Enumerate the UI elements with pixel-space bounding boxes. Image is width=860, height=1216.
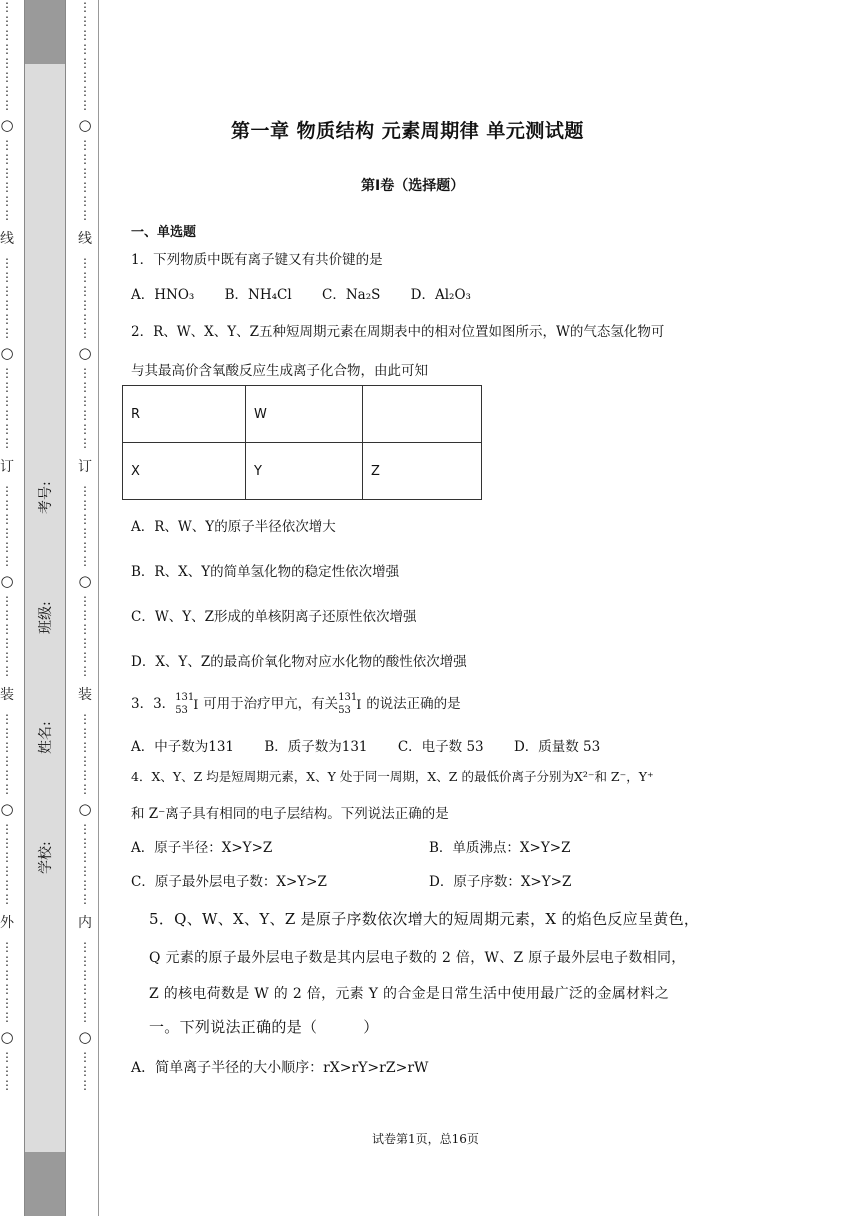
gutter-top-cap bbox=[25, 0, 65, 64]
binding-hole-icon: ○ bbox=[78, 1028, 92, 1046]
table-cell: X bbox=[123, 443, 246, 500]
q1-option-b: B．NH₄Cl bbox=[224, 287, 292, 303]
q4-stem-line2: 和 Z⁻离子具有相同的电子层结构。下列说法正确的是 bbox=[131, 806, 449, 822]
q5-line4: 一。下列说法正确的是（ ） bbox=[149, 1018, 379, 1036]
class-field: 班级: bbox=[38, 601, 54, 634]
outer-label-line: 线 bbox=[0, 231, 14, 247]
isotope-notation: 131 53 I bbox=[175, 691, 199, 716]
q4-option-a: A．原子半径：X>Y>Z bbox=[131, 840, 273, 856]
inner-label-inside: 内 bbox=[78, 915, 92, 931]
q2-option-a: A．R、W、Y的原子半径依次增大 bbox=[131, 519, 336, 535]
table-row bbox=[123, 386, 482, 443]
q2-stem-line2: 与其最高价含氧酸反应生成离子化合物，由此可知 bbox=[131, 363, 428, 379]
isotope-notation: 131 53 I bbox=[338, 691, 362, 716]
gutter-bottom-cap bbox=[25, 1152, 65, 1216]
q3-options bbox=[131, 735, 626, 755]
q2-stem-line1: 2．R、W、X、Y、Z五种短周期元素在周期表中的相对位置如图所示，W的气态氢化物可 bbox=[131, 324, 665, 340]
binding-hole-icon: ○ bbox=[0, 800, 14, 818]
table-cell bbox=[363, 386, 482, 443]
binding-hole-icon: ○ bbox=[0, 1028, 14, 1046]
outer-binding-line: ⋮ ⋮ ⋮ ⋮ ⋮ ⋮ ⋮ ⋮ ○ ⋮ ⋮ ⋮ ⋮ ⋮ ⋮ 线 ⋮ ⋮ ⋮ ⋮ ⋮ ⋮ ○ ⋮ ⋮ ⋮ ⋮ ⋮ ⋮ 订 ⋮ ⋮ ⋮ ⋮ ⋮ ⋮ ○ ⋮ ⋮ ⋮ ⋮ ⋮ ⋮ 装 ⋮ ⋮ ⋮ ⋮ ⋮ ⋮ ○ ⋮ ⋮ ⋮ ⋮ ⋮ ⋮ 外 ⋮ ⋮ ⋮ ⋮ ⋮ ⋮ ○ ⋮ ⋮ ⋮ bbox=[0, 0, 14, 1092]
binding-hole-icon: ○ bbox=[78, 344, 92, 362]
binding-hole-icon: ○ bbox=[78, 800, 92, 818]
binding-hole-icon: ○ bbox=[78, 572, 92, 590]
q1-stem: 1．下列物质中既有离子键又有共价键的是 bbox=[131, 252, 383, 268]
exam-number-field: 考号: bbox=[38, 481, 54, 514]
page-title: 第一章 物质结构 元素周期律 单元测试题 bbox=[231, 120, 584, 142]
outer-label-bind: 装 bbox=[0, 687, 14, 703]
section-heading: 一、单选题 bbox=[131, 225, 197, 240]
table-cell: Z bbox=[363, 443, 482, 500]
q2-option-d: D．X、Y、Z的最高价氧化物对应水化物的酸性依次增强 bbox=[131, 654, 467, 670]
q3-option-c: C．电子数 53 bbox=[397, 739, 484, 755]
student-fields bbox=[25, 440, 65, 910]
table-cell: R bbox=[123, 386, 246, 443]
q5-line1: 5．Q、W、X、Y、Z 是原子序数依次增大的短周期元素，X 的焰色反应呈黄色， bbox=[149, 910, 700, 928]
q4-option-c: C．原子最外层电子数：X>Y>Z bbox=[131, 874, 327, 890]
q3-option-a: A．中子数为131 bbox=[131, 739, 235, 755]
binding-hole-icon: ○ bbox=[78, 116, 92, 134]
q3-stem: 3．3． 131 53 I 可用于治疗甲亢，有关 131 53 I 的说法正确的是 bbox=[131, 691, 461, 716]
inner-binding-line: ⋮ ⋮ ⋮ ⋮ ⋮ ⋮ ⋮ ⋮ ○ ⋮ ⋮ ⋮ ⋮ ⋮ ⋮ 线 ⋮ ⋮ ⋮ ⋮ ⋮ ⋮ ○ ⋮ ⋮ ⋮ ⋮ ⋮ ⋮ 订 ⋮ ⋮ ⋮ ⋮ ⋮ ⋮ ○ ⋮ ⋮ ⋮ ⋮ ⋮ ⋮ 装 ⋮ ⋮ ⋮ ⋮ ⋮ ⋮ ○ ⋮ ⋮ ⋮ ⋮ ⋮ ⋮ 内 ⋮ ⋮ ⋮ ⋮ ⋮ ⋮ ○ ⋮ ⋮ ⋮ bbox=[78, 0, 92, 1092]
table-cell: Y bbox=[246, 443, 363, 500]
binding-hole-icon: ○ bbox=[0, 116, 14, 134]
q1-option-a: A．HNO₃ bbox=[131, 287, 195, 303]
binding-hole-icon: ○ bbox=[0, 572, 14, 590]
q5-option-a: A．简单离子半径的大小顺序：rX>rY>rZ>rW bbox=[131, 1060, 429, 1076]
outer-label-order: 订 bbox=[0, 459, 14, 475]
q3-option-b: B．质子数为131 bbox=[264, 739, 368, 755]
name-field: 姓名: bbox=[38, 721, 54, 754]
q3-number: 3．3． bbox=[131, 696, 176, 712]
student-info-gutter bbox=[24, 0, 66, 1216]
inner-label-line: 线 bbox=[78, 231, 92, 247]
margin-rule bbox=[98, 0, 99, 1216]
inner-label-order: 订 bbox=[78, 459, 92, 475]
q4-stem-line1: 4．X、Y、Z 均是短周期元素，X、Y 处于同一周期，X、Z 的最低价离子分别为X²⁻和 Z⁻，Y⁺ bbox=[131, 769, 654, 784]
table-row bbox=[123, 443, 482, 500]
q2-option-c: C．W、Y、Z形成的单核阴离子还原性依次增强 bbox=[131, 609, 417, 625]
q1-options bbox=[131, 283, 497, 303]
binding-hole-icon: ○ bbox=[0, 344, 14, 362]
school-field: 学校: bbox=[38, 841, 54, 874]
q4-option-d: D．原子序数：X>Y>Z bbox=[429, 874, 572, 890]
table-cell: W bbox=[246, 386, 363, 443]
q1-option-d: D．Al₂O₃ bbox=[410, 287, 471, 303]
outer-label-outside: 外 bbox=[0, 915, 14, 931]
page-footer: 试卷第1页，总16页 bbox=[372, 1132, 479, 1146]
q5-line3: Z 的核电荷数是 W 的 2 倍，元素 Y 的合金是日常生活中使用最广泛的金属材料之 bbox=[149, 986, 670, 1002]
q3-option-d: D．质量数 53 bbox=[513, 739, 601, 755]
inner-label-bind: 装 bbox=[78, 687, 92, 703]
periodic-position-table bbox=[122, 385, 482, 500]
part-subtitle: 第Ⅰ卷（选择题） bbox=[361, 178, 465, 194]
q1-option-c: C．Na₂S bbox=[322, 287, 381, 303]
q4-option-b: B．单质沸点：X>Y>Z bbox=[429, 840, 571, 856]
q2-option-b: B．R、X、Y的简单氢化物的稳定性依次增强 bbox=[131, 564, 400, 580]
q5-line2: Q 元素的原子最外层电子数是其内层电子数的 2 倍，W、Z 原子最外层电子数相同， bbox=[149, 950, 686, 966]
